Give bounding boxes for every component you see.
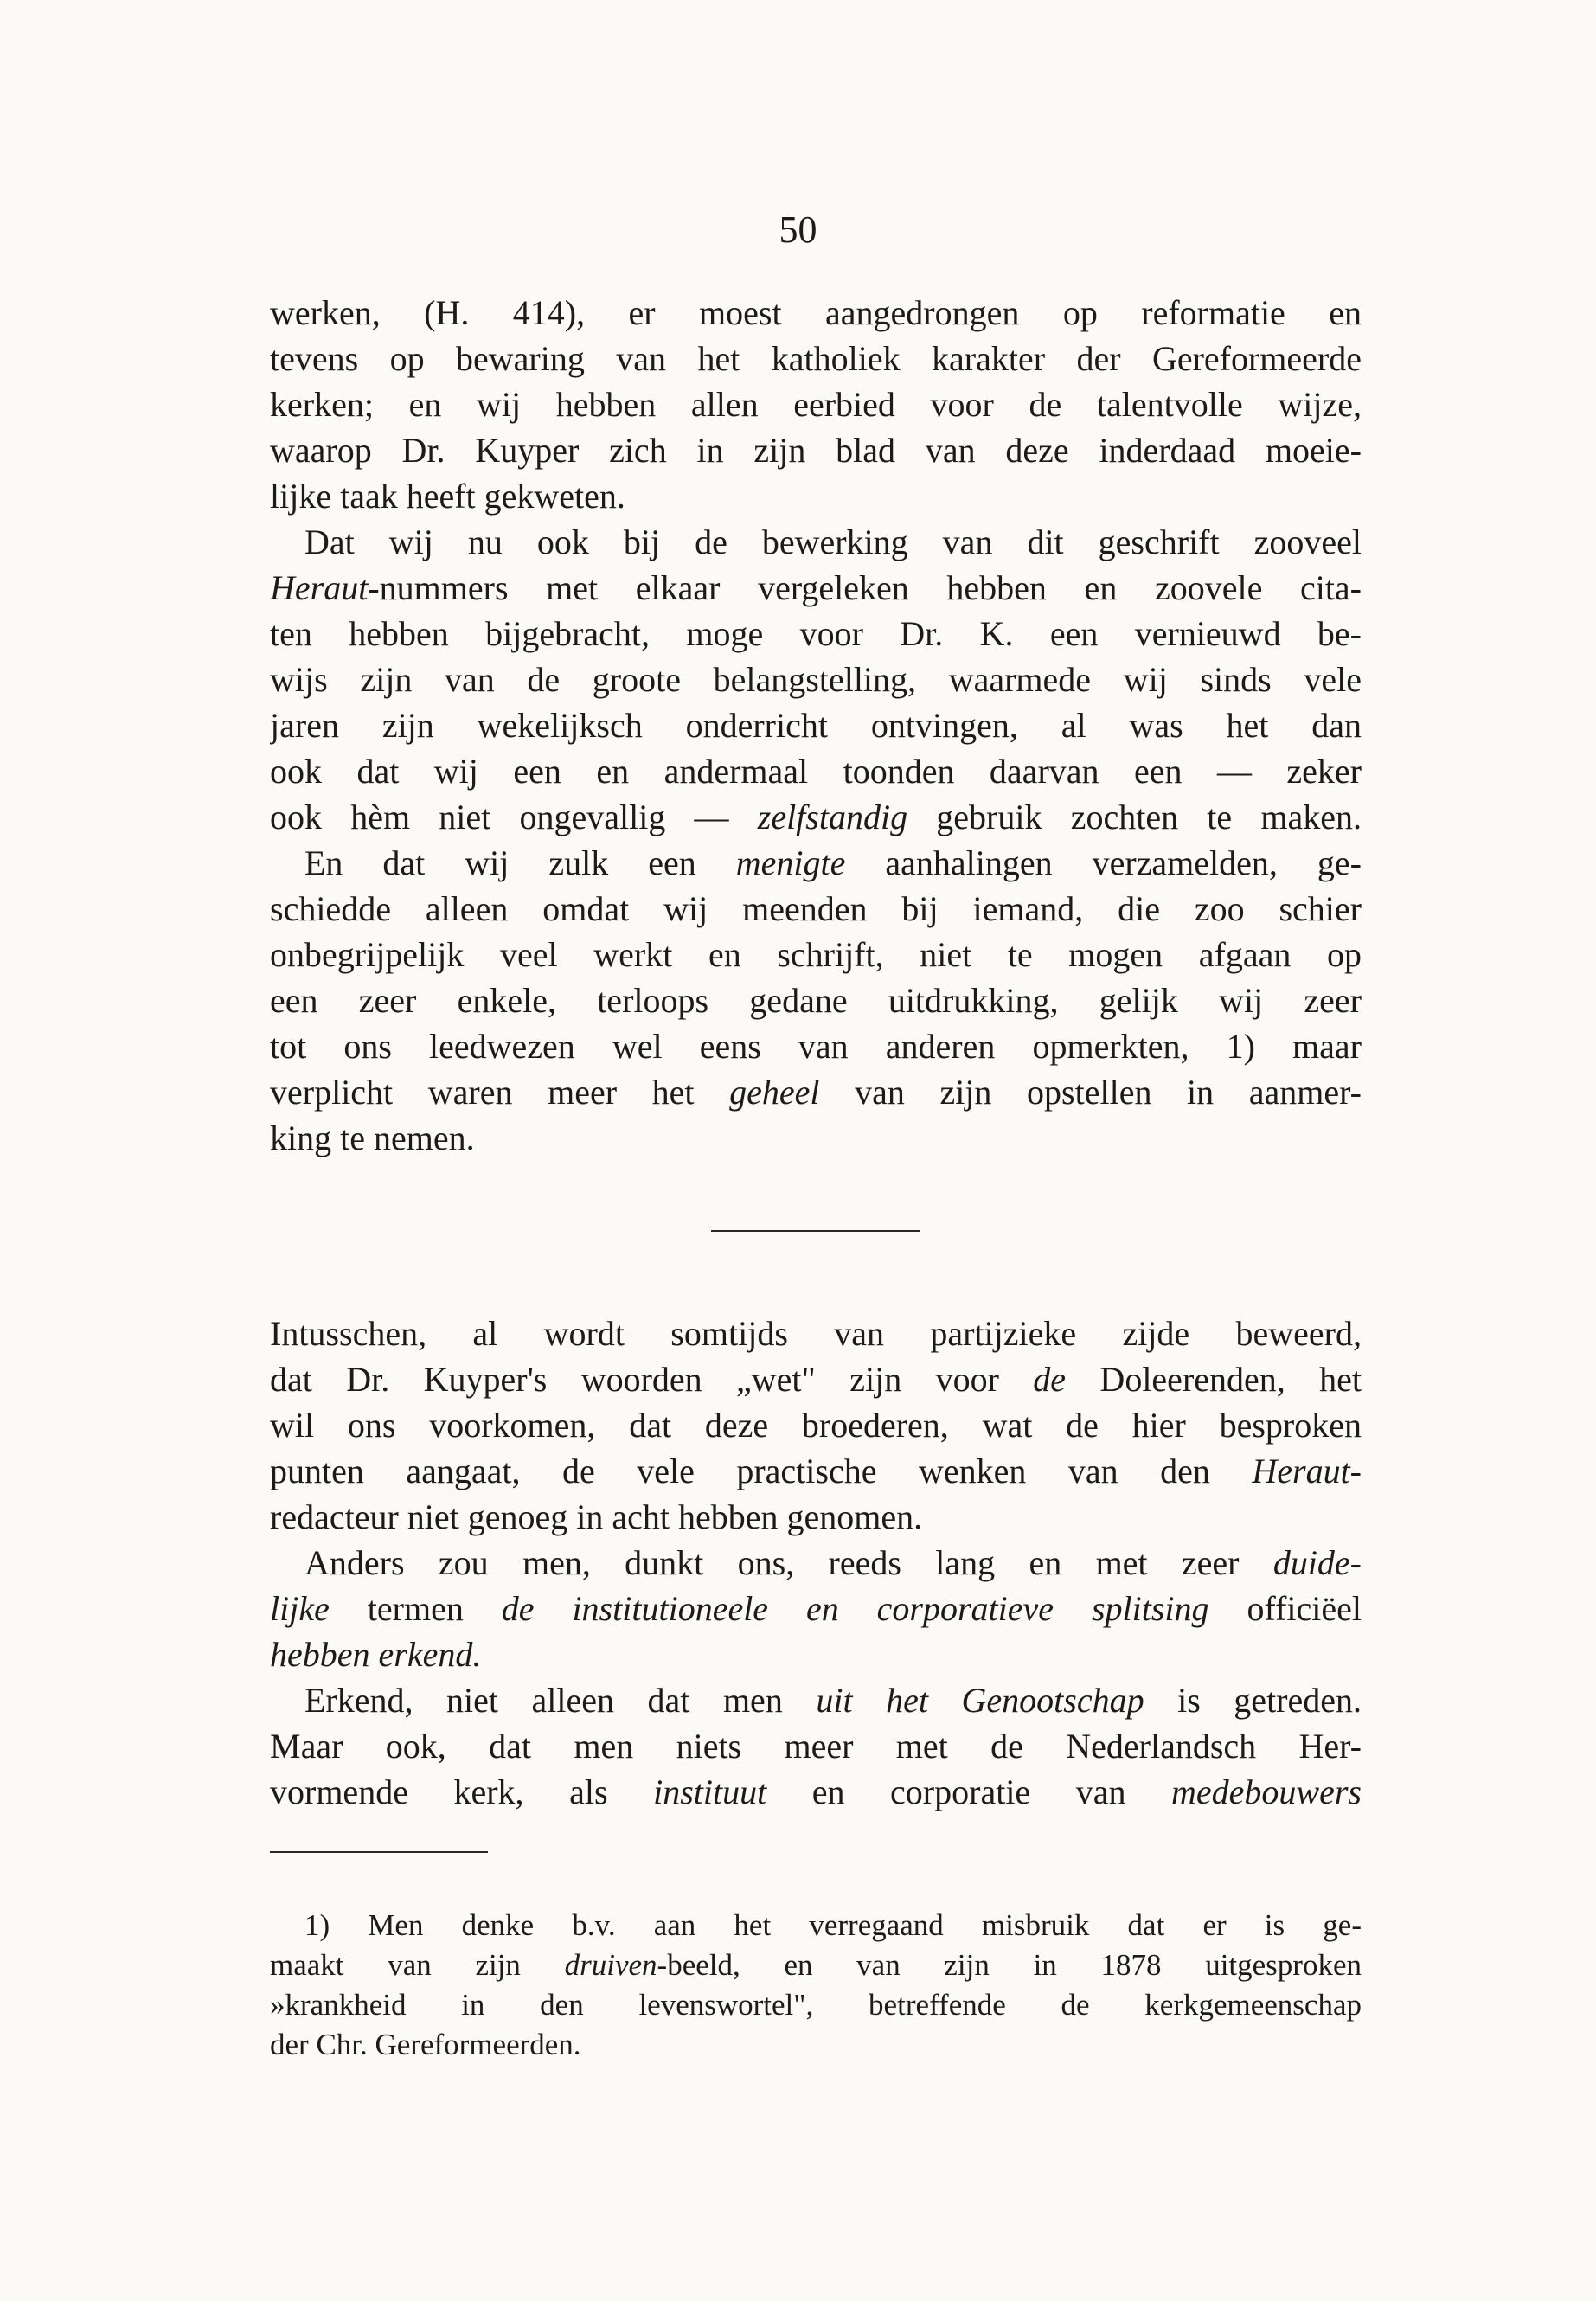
text-line: een zeer enkele, terloops gedane uitdrukking, gelijk wij zeer — [270, 981, 1362, 1020]
text-line: En dat wij zulk een menigte aanhalingen verzamelden, ge- — [304, 843, 1362, 882]
text-line: Intusschen, al wordt somtijds van partijzieke zijde beweerd, — [270, 1314, 1362, 1353]
text-line: lijke termen de institutioneele en corporatieve splitsing officiëel — [270, 1589, 1362, 1628]
text-line: wil ons voorkomen, dat deze broederen, wat de hier besproken — [270, 1406, 1362, 1445]
text-line: punten aangaat, de vele practische wenken van den Heraut- — [270, 1452, 1362, 1490]
text-line: redacteur niet genoeg in acht hebben genomen. — [270, 1497, 923, 1536]
text-line: dat Dr. Kuyper's woorden „wet" zijn voor de Doleerenden, het — [270, 1360, 1362, 1399]
footnote-line: der Chr. Gereformeerden. — [270, 2028, 581, 2061]
footnote-line: maakt van zijn druiven-beeld, en van zijn in 1878 uitgesproken — [270, 1948, 1362, 1982]
footnote-line: 1) Men denke b.v. aan het verregaand misbruik dat er is ge- — [304, 1908, 1362, 1942]
footnote-divider — [270, 1851, 488, 1853]
text-line: Dat wij nu ook bij de bewerking van dit geschrift zooveel — [304, 522, 1362, 561]
text-line: lijke taak heeft gekweten. — [270, 477, 625, 516]
text-line: Erkend, niet alleen dat men uit het Genootschap is getreden. — [304, 1681, 1362, 1720]
page-number: 50 — [779, 208, 817, 251]
section-divider — [711, 1230, 920, 1232]
text-line: vormende kerk, als instituut en corporatie van medebouwers — [270, 1772, 1362, 1811]
text-line: Maar ook, dat men niets meer met de Nederlandsch Her- — [270, 1727, 1362, 1766]
body-paragraphs-bottom — [270, 1311, 1362, 1815]
text-line: onbegrijpelijk veel werkt en schrijft, niet te mogen afgaan op — [270, 935, 1362, 974]
text-line: tot ons leedwezen wel eens van anderen opmerkten, 1) maar — [270, 1027, 1362, 1066]
text-line: kerken; en wij hebben allen eerbied voor de talentvolle wijze, — [270, 385, 1362, 424]
text-line: waarop Dr. Kuyper zich in zijn blad van deze inderdaad moeie- — [270, 431, 1362, 470]
text-line: hebben erkend. — [270, 1635, 482, 1674]
text-line: Anders zou men, dunkt ons, reeds lang en met zeer duide- — [304, 1543, 1362, 1582]
text-line: ook dat wij een en andermaal toonden daarvan een — zeker — [270, 752, 1362, 791]
text-line: verplicht waren meer het geheel van zijn opstellen in aanmer- — [270, 1073, 1362, 1112]
text-line: Heraut-nummers met elkaar vergeleken hebben en zoovele cita- — [270, 568, 1362, 607]
text-line: schiedde alleen omdat wij meenden bij iemand, die zoo schier — [270, 889, 1362, 928]
text-line: jaren zijn wekelijksch onderricht ontvingen, al was het dan — [270, 706, 1362, 745]
footnote — [270, 1906, 1362, 2065]
text-line: king te nemen. — [270, 1118, 475, 1157]
text-line: tevens op bewaring van het katholiek karakter der Gereformeerde — [270, 339, 1362, 378]
text-line: ten hebben bijgebracht, moge voor Dr. K. een vernieuwd be- — [270, 614, 1362, 653]
body-paragraphs-top — [270, 290, 1362, 1161]
text-line: ook hèm niet ongevallig — zelfstandig gebruik zochten te maken. — [270, 798, 1362, 836]
text-line: wijs zijn van de groote belangstelling, waarmede wij sinds vele — [270, 660, 1362, 699]
footnote-line: »krankheid in den levenswortel", betreffende de kerkgemeenschap — [270, 1988, 1362, 2022]
text-line: werken, (H. 414), er moest aangedrongen op reformatie en — [270, 293, 1362, 332]
